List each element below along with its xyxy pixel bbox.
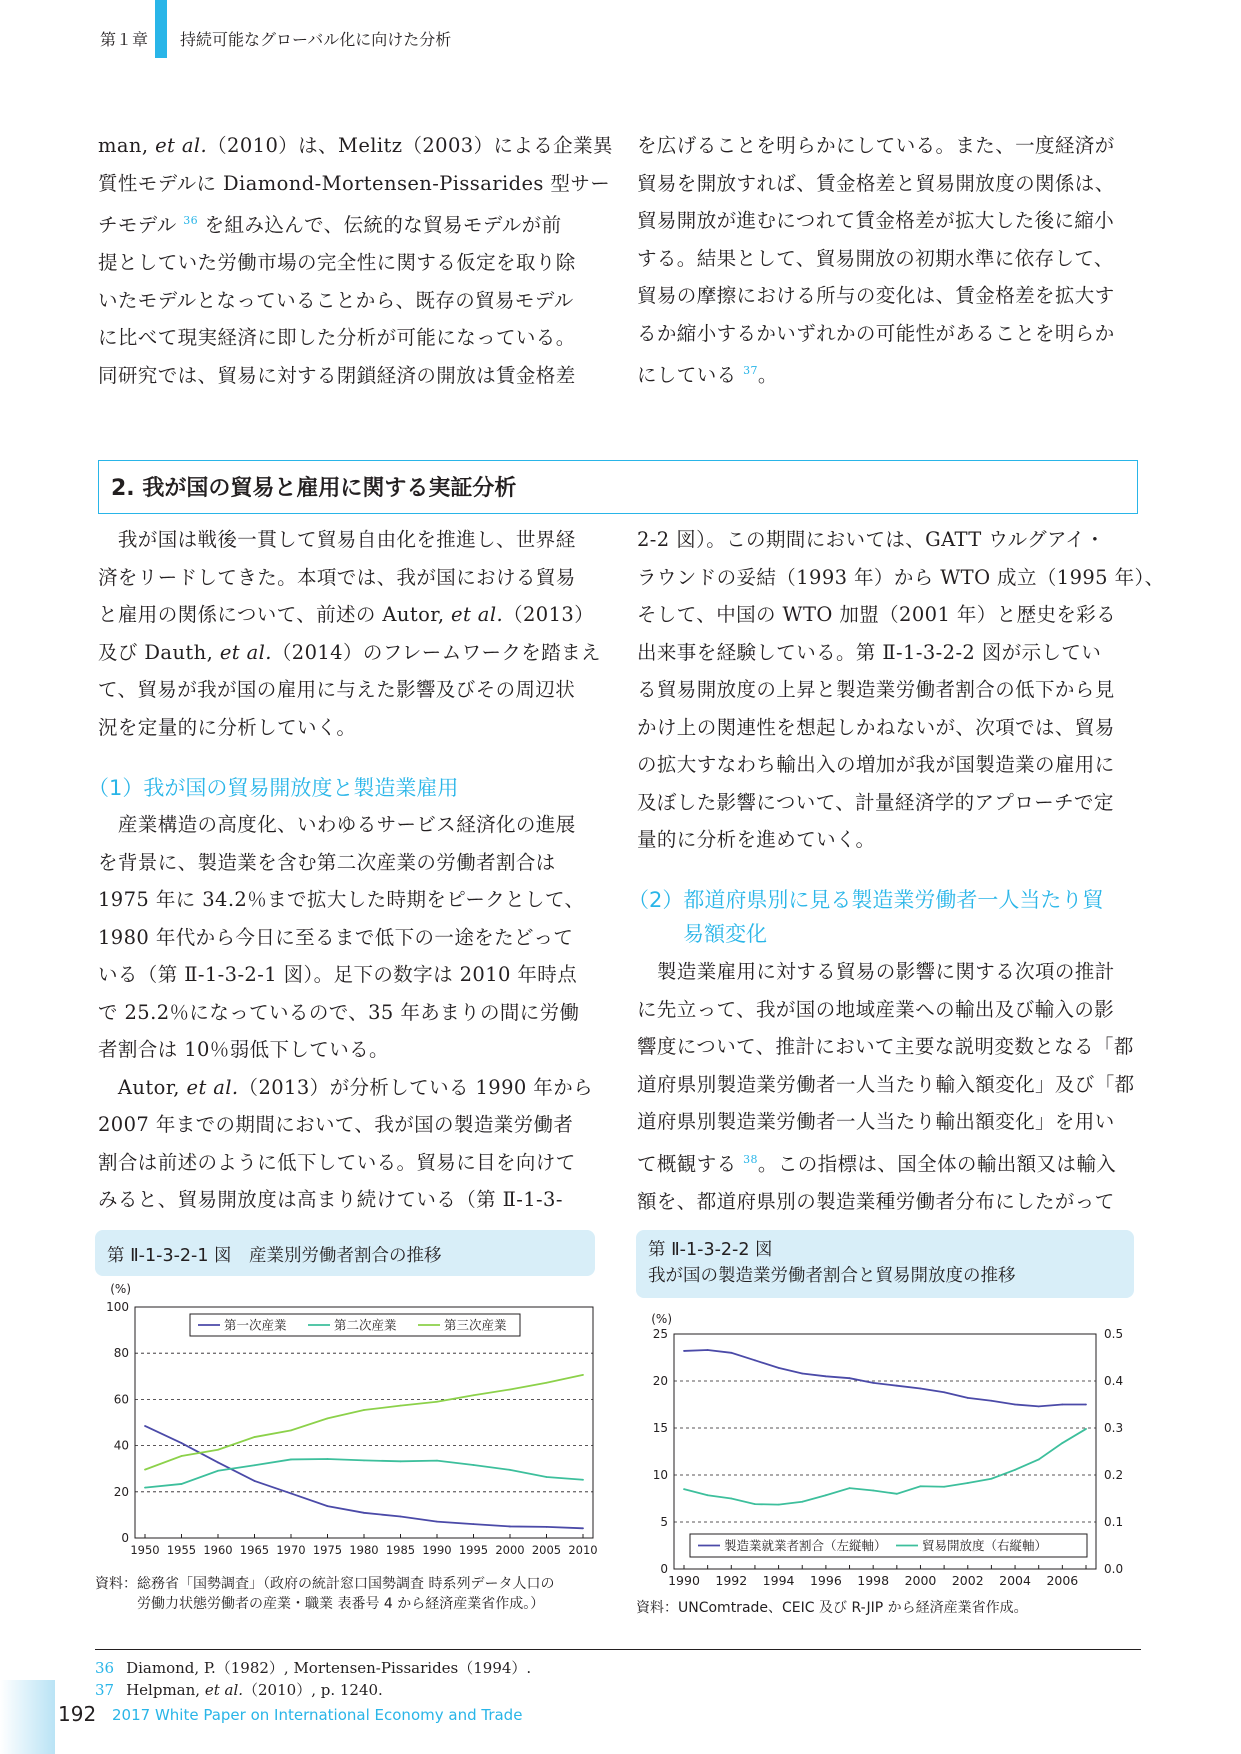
- data-point: [473, 1394, 475, 1396]
- figure2-caption-title: 我が国の製造業労働者割合と貿易開放度の推移: [648, 1266, 1016, 1286]
- y-right-tick-label: 0.5: [1104, 1327, 1124, 1341]
- figure2-caption-box: [636, 1230, 1134, 1298]
- subheading-1: （1）我が国の貿易開放度と製造業雇用: [88, 776, 459, 800]
- intro-left-column: [98, 127, 613, 394]
- text-line: 済をリードしてきた。本項では、我が国における貿易: [98, 565, 576, 589]
- data-point: [327, 1417, 329, 1419]
- subheading-2: （2）都道府県別に見る製造業労働者一人当たり貿: [628, 888, 1104, 912]
- data-point: [707, 1349, 709, 1351]
- data-point: [801, 1373, 803, 1375]
- legend-label: 製造業就業者割合（左縦軸）: [724, 1538, 887, 1553]
- series-line: [684, 1429, 1086, 1505]
- data-point: [1038, 1405, 1040, 1407]
- body-right-column-2: [637, 953, 1135, 1220]
- series-line: [145, 1375, 583, 1470]
- data-point: [825, 1375, 827, 1377]
- text-line: 割合は前述のように低下している。貿易に目を向けて: [98, 1150, 576, 1174]
- y-right-tick-label: 0.0: [1104, 1562, 1124, 1576]
- y-right-tick-label: 0.3: [1104, 1421, 1124, 1435]
- y-tick-label: 0: [121, 1531, 129, 1545]
- body-right-column: [637, 521, 1165, 859]
- data-point: [327, 1505, 329, 1507]
- data-point: [778, 1367, 780, 1369]
- data-point: [217, 1462, 219, 1464]
- data-point: [1014, 1404, 1016, 1406]
- x-tick-label: 2010: [568, 1543, 598, 1557]
- y-left-tick-label: 25: [652, 1327, 668, 1341]
- text-line: に比べて現実経済に即した分析が可能になっている。: [98, 326, 576, 349]
- figure2-caption-number: 第 Ⅱ-1-3-2-2 図: [648, 1240, 773, 1260]
- data-point: [896, 1493, 898, 1495]
- text-line: そして、中国の WTO 加盟（2001 年）と歴史を彩る: [637, 603, 1117, 626]
- y-left-tick-label: 10: [652, 1468, 668, 1482]
- y-left-tick-label: 15: [652, 1421, 668, 1435]
- text-line: 質性モデルに Diamond-Mortensen-Pissarides 型サー: [98, 171, 611, 195]
- data-point: [778, 1504, 780, 1506]
- y-axis-unit: (%): [110, 1282, 131, 1296]
- data-point: [546, 1526, 548, 1528]
- x-tick-label: 1996: [809, 1573, 842, 1588]
- data-point: [582, 1527, 584, 1529]
- text-line: 及ぼした影響について、計量経済学的アプローチで定: [637, 790, 1114, 814]
- y-right-tick-label: 0.4: [1104, 1374, 1124, 1388]
- y-tick-label: 60: [113, 1392, 129, 1407]
- x-tick-label: 1990: [668, 1573, 700, 1588]
- text-line: 貿易の摩擦における所与の変化は、賃金格差を拡大す: [637, 284, 1115, 307]
- data-point: [400, 1405, 402, 1407]
- y-tick-label: 20: [113, 1484, 129, 1499]
- data-point: [582, 1479, 584, 1481]
- section-heading-box: [98, 460, 1138, 514]
- text-line: いる（第 Ⅱ-1-3-2-1 図）。足下の数字は 2010 年時点: [98, 963, 578, 986]
- text-line: て、貿易が我が国の雇用に与えた影響及びその周辺状: [98, 678, 576, 701]
- text-line: 貿易開放が進むにつれて賃金格差が拡大した後に縮小: [637, 209, 1115, 232]
- x-tick-label: 2002: [951, 1573, 984, 1588]
- data-point: [436, 1401, 438, 1403]
- data-point: [967, 1482, 969, 1484]
- x-tick-label: 1980: [349, 1543, 379, 1557]
- footnote-text: Helpman, et al.（2010）, p. 1240.: [126, 1681, 383, 1699]
- intro-right-column: [637, 127, 1115, 394]
- text-line: にしている $^{37}$。: [637, 363, 778, 387]
- x-tick-label: 1995: [458, 1543, 489, 1557]
- text-line: 道府県別製造業労働者一人当たり輸出額変化」を用い: [637, 1110, 1115, 1133]
- x-tick-label: 2000: [904, 1573, 937, 1588]
- page-number: 192: [58, 1702, 97, 1726]
- data-point: [754, 1359, 756, 1361]
- data-point: [967, 1397, 969, 1399]
- data-point: [290, 1459, 292, 1461]
- data-point: [473, 1523, 475, 1525]
- data-point: [546, 1382, 548, 1384]
- legend-label: 貿易開放度（右縦軸）: [922, 1538, 1048, 1553]
- data-point: [217, 1449, 219, 1451]
- data-point: [509, 1526, 511, 1528]
- data-point: [991, 1478, 993, 1480]
- text-line: man, et al.（2010）は、Melitz（2003）による企業異: [98, 134, 613, 157]
- source-line: 資料：総務省「国勢調査」（政府の統計窓口国勢調査 時系列データ人口の: [95, 1576, 555, 1592]
- text-line: を背景に、製造業を含む第二次産業の労働者割合は: [98, 850, 556, 874]
- footnote-ref[interactable]: 38: [743, 1152, 758, 1166]
- text-line: する。結果として、貿易開放の初期水準に依存して、: [637, 246, 1114, 270]
- text-line: と雇用の関係について、前述の Autor, et al.（2013）: [98, 603, 595, 626]
- y-axis-unit: (%): [651, 1312, 672, 1326]
- text-line: て概観する $^{38}$。この指標は、国全体の輸出額又は輸入: [637, 1152, 1117, 1175]
- data-point: [181, 1442, 183, 1444]
- legend-label: 第一次産業: [224, 1317, 287, 1333]
- data-point: [181, 1455, 183, 1457]
- figure2-source: 資料：UNComtrade、CEIC 及び R-JIP から経済産業省作成。: [636, 1600, 1028, 1616]
- data-point: [920, 1388, 922, 1390]
- footnote-number: 36: [95, 1659, 115, 1677]
- data-point: [943, 1391, 945, 1393]
- text-line: 貿易を開放すれば、賃金格差と貿易開放度の関係は、: [637, 171, 1115, 195]
- data-point: [872, 1382, 874, 1384]
- x-tick-label: 1955: [166, 1543, 197, 1557]
- data-point: [1061, 1442, 1063, 1444]
- x-tick-label: 1992: [715, 1573, 748, 1588]
- data-point: [400, 1460, 402, 1462]
- x-tick-label: 2004: [999, 1573, 1031, 1588]
- y-tick-label: 100: [106, 1300, 129, 1314]
- footer-title: 2017 White Paper on International Economy and Trade: [112, 1706, 523, 1724]
- data-point: [436, 1460, 438, 1462]
- data-point: [1038, 1459, 1040, 1461]
- data-point: [683, 1350, 685, 1352]
- text-line: 道府県別製造業労働者一人当たり輸入額変化」及び「都: [637, 1072, 1135, 1096]
- section-title: 2. 我が国の貿易と雇用に関する実証分析: [111, 476, 517, 501]
- x-tick-label: 1990: [422, 1543, 452, 1557]
- y-left-tick-label: 20: [652, 1374, 668, 1388]
- data-point: [436, 1521, 438, 1523]
- y-tick-label: 80: [113, 1346, 129, 1361]
- text-line: ラウンドの妥結（1993 年）から WTO 成立（1995 年）、: [637, 565, 1165, 589]
- data-point: [290, 1493, 292, 1495]
- body-left-column-2: [98, 806, 593, 1219]
- data-point: [1085, 1404, 1087, 1406]
- data-point: [754, 1503, 756, 1505]
- data-point: [896, 1385, 898, 1387]
- text-line: の拡大すなわち輸出入の増加が我が国製造業の雇用に: [637, 753, 1115, 776]
- data-point: [872, 1490, 874, 1492]
- text-line: 製造業雇用に対する貿易の影響に関する次項の推計: [637, 960, 1115, 983]
- text-line: 2-2 図）。この期間においては、GATT ウルグアイ・: [637, 528, 1105, 551]
- footnote-text: Diamond, P.（1982）, Mortensen-Pissarides（1994）.: [126, 1659, 532, 1677]
- footnote-36: [95, 1657, 531, 1678]
- text-line: チモデル $^{36}$ を組み込んで、伝統的な貿易モデルが前: [98, 213, 562, 237]
- data-point: [254, 1436, 256, 1438]
- figure1-caption: 第 Ⅱ-1-3-2-1 図 産業別労働者割合の推移: [107, 1246, 442, 1266]
- text-line: 響度について、推計において主要な説明変数となる「都: [637, 1035, 1134, 1058]
- x-tick-label: 2005: [531, 1543, 562, 1557]
- text-line: いたモデルとなっていることから、既存の貿易モデル: [98, 288, 574, 312]
- text-line: る貿易開放度の上昇と製造業労働者割合の低下から見: [637, 678, 1115, 701]
- text-line: に先立って、我が国の地域産業への輸出及び輸入の影: [637, 997, 1115, 1021]
- data-point: [546, 1476, 548, 1478]
- data-point: [730, 1352, 732, 1354]
- data-point: [363, 1409, 365, 1411]
- data-point: [363, 1459, 365, 1461]
- chapter-label: 第１章: [100, 30, 149, 49]
- header-accent-bar: [155, 0, 167, 58]
- x-tick-label: 2006: [1046, 1573, 1079, 1588]
- data-point: [1085, 1428, 1087, 1430]
- data-point: [707, 1494, 709, 1496]
- y-right-tick-label: 0.2: [1104, 1468, 1124, 1482]
- text-line: 産業構造の高度化、いわゆるサービス経済化の進展: [98, 813, 576, 836]
- x-tick-label: 1998: [857, 1573, 890, 1588]
- x-tick-label: 1994: [762, 1573, 795, 1588]
- data-point: [991, 1400, 993, 1402]
- text-line: 者割合は 10％弱低下している。: [98, 1038, 389, 1061]
- data-point: [582, 1374, 584, 1376]
- chapter-title: 持続可能なグローバル化に向けた分析: [180, 30, 452, 49]
- text-line: 我が国は戦後一貫して貿易自由化を推進し、世界経: [98, 528, 576, 551]
- y-left-tick-label: 0: [660, 1562, 668, 1576]
- text-line: で 25.2％になっているので、35 年あまりの間に労働: [98, 1000, 580, 1024]
- figure1-caption-box: [95, 1230, 595, 1276]
- text-line: かけ上の関連性を想起しかねないが、次項では、貿易: [637, 715, 1115, 739]
- legend-label: 第二次産業: [334, 1317, 397, 1333]
- text-line: 2007 年までの期間において、我が国の製造業労働者: [98, 1113, 574, 1136]
- data-point: [473, 1464, 475, 1466]
- data-point: [363, 1512, 365, 1514]
- footnote-ref[interactable]: 36: [183, 214, 199, 227]
- data-point: [825, 1494, 827, 1496]
- data-point: [254, 1480, 256, 1482]
- data-point: [217, 1470, 219, 1472]
- figure2-chart: [636, 1302, 1141, 1602]
- data-point: [801, 1501, 803, 1503]
- figure1-source: [95, 1574, 554, 1614]
- legend-label: 第三次産業: [444, 1317, 507, 1333]
- data-point: [683, 1488, 685, 1490]
- x-tick-label: 1975: [312, 1543, 343, 1557]
- x-tick-label: 1970: [276, 1543, 306, 1557]
- text-line: 況を定量的に分析していく。: [98, 715, 357, 739]
- data-point: [849, 1487, 851, 1489]
- text-line: 1980 年代から今日に至るまで低下の一途をたどって: [98, 925, 574, 949]
- y-right-tick-label: 0.1: [1104, 1515, 1124, 1529]
- footnote-divider: [95, 1649, 1141, 1650]
- subheading-2-cont: 易額変化: [683, 922, 767, 946]
- text-line: 提としていた労働市場の完全性に関する仮定を取り除: [98, 251, 576, 274]
- data-point: [144, 1487, 146, 1489]
- text-line: を広げることを明らかにしている。また、一度経済が: [637, 134, 1115, 157]
- data-point: [509, 1389, 511, 1391]
- x-tick-label: 1965: [239, 1543, 270, 1557]
- data-point: [400, 1516, 402, 1518]
- series-line: [684, 1350, 1086, 1406]
- text-line: 1975 年に 34.2％まで拡大した時期をピークとして、: [98, 888, 585, 911]
- data-point: [849, 1377, 851, 1379]
- text-line: るか縮小するかいずれかの可能性があることを明らか: [637, 321, 1115, 345]
- data-point: [509, 1469, 511, 1471]
- data-point: [181, 1483, 183, 1485]
- data-point: [943, 1486, 945, 1488]
- data-point: [730, 1498, 732, 1500]
- x-tick-label: 1960: [203, 1543, 233, 1557]
- data-point: [1014, 1469, 1016, 1471]
- y-tick-label: 40: [113, 1438, 129, 1453]
- data-point: [144, 1469, 146, 1471]
- plot-frame: [135, 1307, 593, 1538]
- data-point: [254, 1464, 256, 1466]
- footer-accent-bar: [0, 1680, 55, 1754]
- x-tick-label: 1950: [130, 1543, 160, 1557]
- text-line: 及び Dauth, et al.（2014）のフレームワークを踏まえ: [98, 640, 601, 664]
- text-line: 量的に分析を進めていく。: [637, 828, 876, 851]
- x-tick-label: 1985: [385, 1543, 416, 1557]
- figure1-chart: [95, 1280, 605, 1580]
- y-left-tick-label: 5: [660, 1515, 668, 1529]
- footnote-number: 37: [95, 1681, 115, 1699]
- text-line: みると、貿易開放度は高まり続けている（第 Ⅱ-1-3-: [98, 1188, 563, 1211]
- text-line: Autor, et al.（2013）が分析している 1990 年から: [98, 1075, 593, 1099]
- data-point: [144, 1425, 146, 1427]
- text-line: 額を、都道府県別の製造業種労働者分布にしたがって: [637, 1189, 1115, 1213]
- data-point: [290, 1429, 292, 1431]
- x-tick-label: 2000: [495, 1543, 525, 1557]
- footnote-37: [95, 1679, 383, 1700]
- text-line: 同研究では、貿易に対する閉鎖経済の開放は賃金格差: [98, 363, 576, 387]
- text-line: 出来事を経験している。第 Ⅱ-1-3-2-2 図が示してい: [637, 640, 1102, 664]
- data-point: [920, 1485, 922, 1487]
- data-point: [1061, 1404, 1063, 1406]
- series-line: [145, 1459, 583, 1488]
- body-left-column: [98, 521, 601, 746]
- footnote-ref[interactable]: 37: [743, 364, 758, 377]
- source-line: 労働力状態労働者の産業・職業 表番号 4 から経済産業省作成。）: [95, 1596, 545, 1612]
- data-point: [327, 1458, 329, 1460]
